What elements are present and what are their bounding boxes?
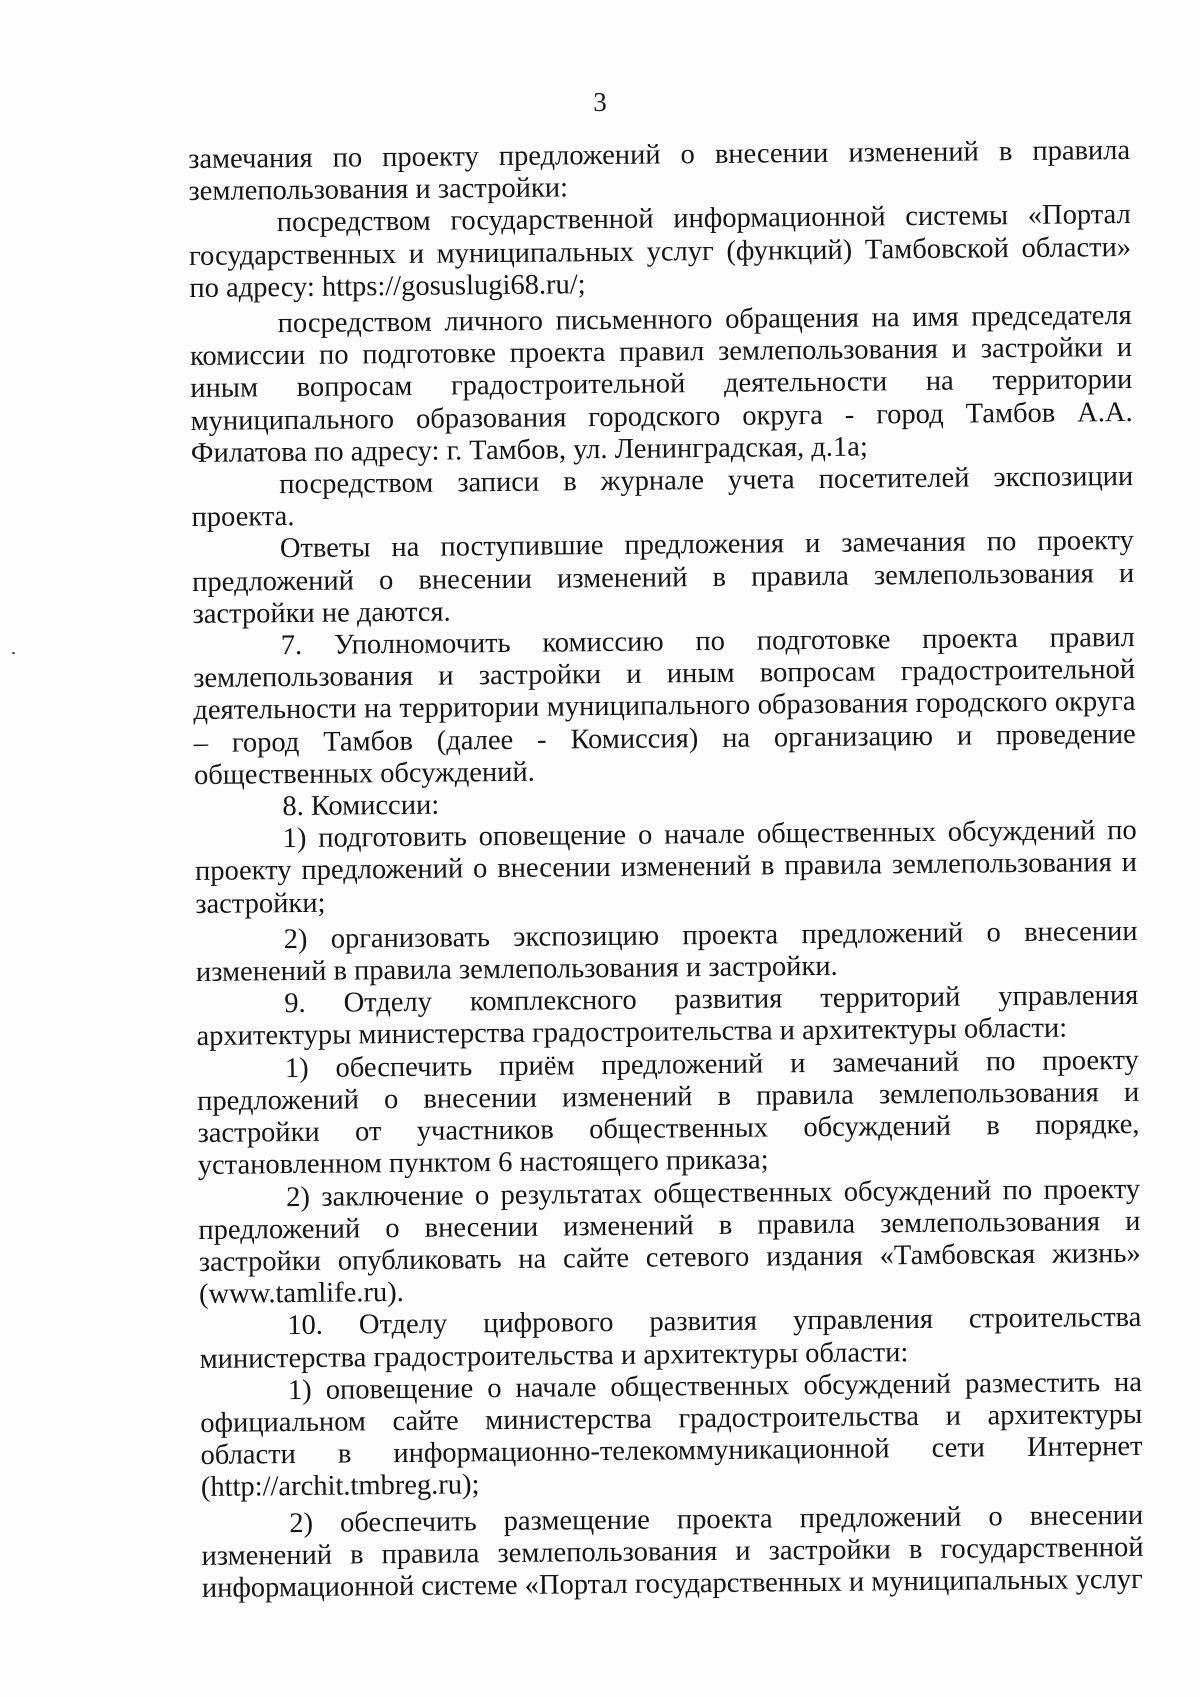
paragraph-item-10-1: 1) оповещение о начале общественных обсуждений разместить на официальном сайте министерства градостроительства и архитектуры области в информационно-телекоммуникационной сети Интернет (http://archit.tmbreg.ru); [200,1366,1143,1504]
paragraph-via-journal: посредством записи в журнале учета посетителей экспозиции проекта. [191,460,1134,534]
scan-speck [12,652,15,654]
paragraph-no-answers: Ответы на поступившие предложения и замечания по проекту предложений о внесении изменений в правила землепользования и застройки не даются. [192,525,1135,630]
paragraph-via-portal: посредством государственной информационной системы «Портал государственных и муниципальных услуг (функций) Тамбовской области» по адресу: https://gosuslugi68.ru/; [188,199,1132,304]
document-body [188,135,1144,1605]
paragraph-item-8-1: 1) подготовить оповещение о начале общественных обсуждений по проекту предложений о внесении изменений в правила землепользования и застройки; [194,815,1138,920]
paragraph-via-letter: посредством личного письменного обращения на имя председателя комиссии по подготовке проекта правил землепользования и застройки и иным вопросам градостроительной деятельности на территории муниципального образования городского округа - город Тамбов А.А. Филатова по адресу: г. Тамбов, ул. Ленинградская, д.1а; [189,299,1133,469]
paragraph-item-10: 10. Отделу цифрового развития управления строительства министерства градостроительства и архитектуры области: [199,1302,1142,1375]
paragraph-item-10-2: 2) обеспечить размещение проекта предложений о внесении изменений в правила землепользования и застройки в государственной информационной системе «Портал государственных и муниципальных услуг [201,1499,1144,1604]
paragraph-item-8: 8. Комиссии: [282,789,440,823]
paragraph-item-8-2: 2) организовать экспозицию проекта предложений о внесении изменений в правила землепользования и застройки. [195,915,1138,989]
paragraph-item-9-1: 1) обеспечить приём предложений и замечаний по проекту предложений о внесении изменений в правила землепользования и застройки от участников общественных обсуждений в порядке, установленном пунктом 6 настоящего приказа; [197,1044,1140,1182]
paragraph-item-7: 7. Уполномочить комиссию по подготовке проекта правил землепользования и застройки и иным вопросам градостроительной деятельности на территории муниципального образования городского округа – город Тамбов (далее - Комиссия) на организацию и проведение общественных обсуждений. [192,621,1136,791]
page-number: 3 [593,87,607,117]
paragraph-item-9: 9. Отделу комплексного развития территорий управления архитектуры министерства градостроительства и архитектуры области: [196,980,1139,1053]
paragraph-item-9-2: 2) заключение о результатах общественных обсуждений по проекту предложений о внесении изменений в правила землепользования и застройки опубликовать на сайте сетевого издания «Тамбовская жизнь» (www.tamlife.ru). [198,1173,1141,1311]
paragraph-remarks-intro: замечания по проекту предложений о внесении изменений в правила землепользования и застройки: [188,134,1131,208]
